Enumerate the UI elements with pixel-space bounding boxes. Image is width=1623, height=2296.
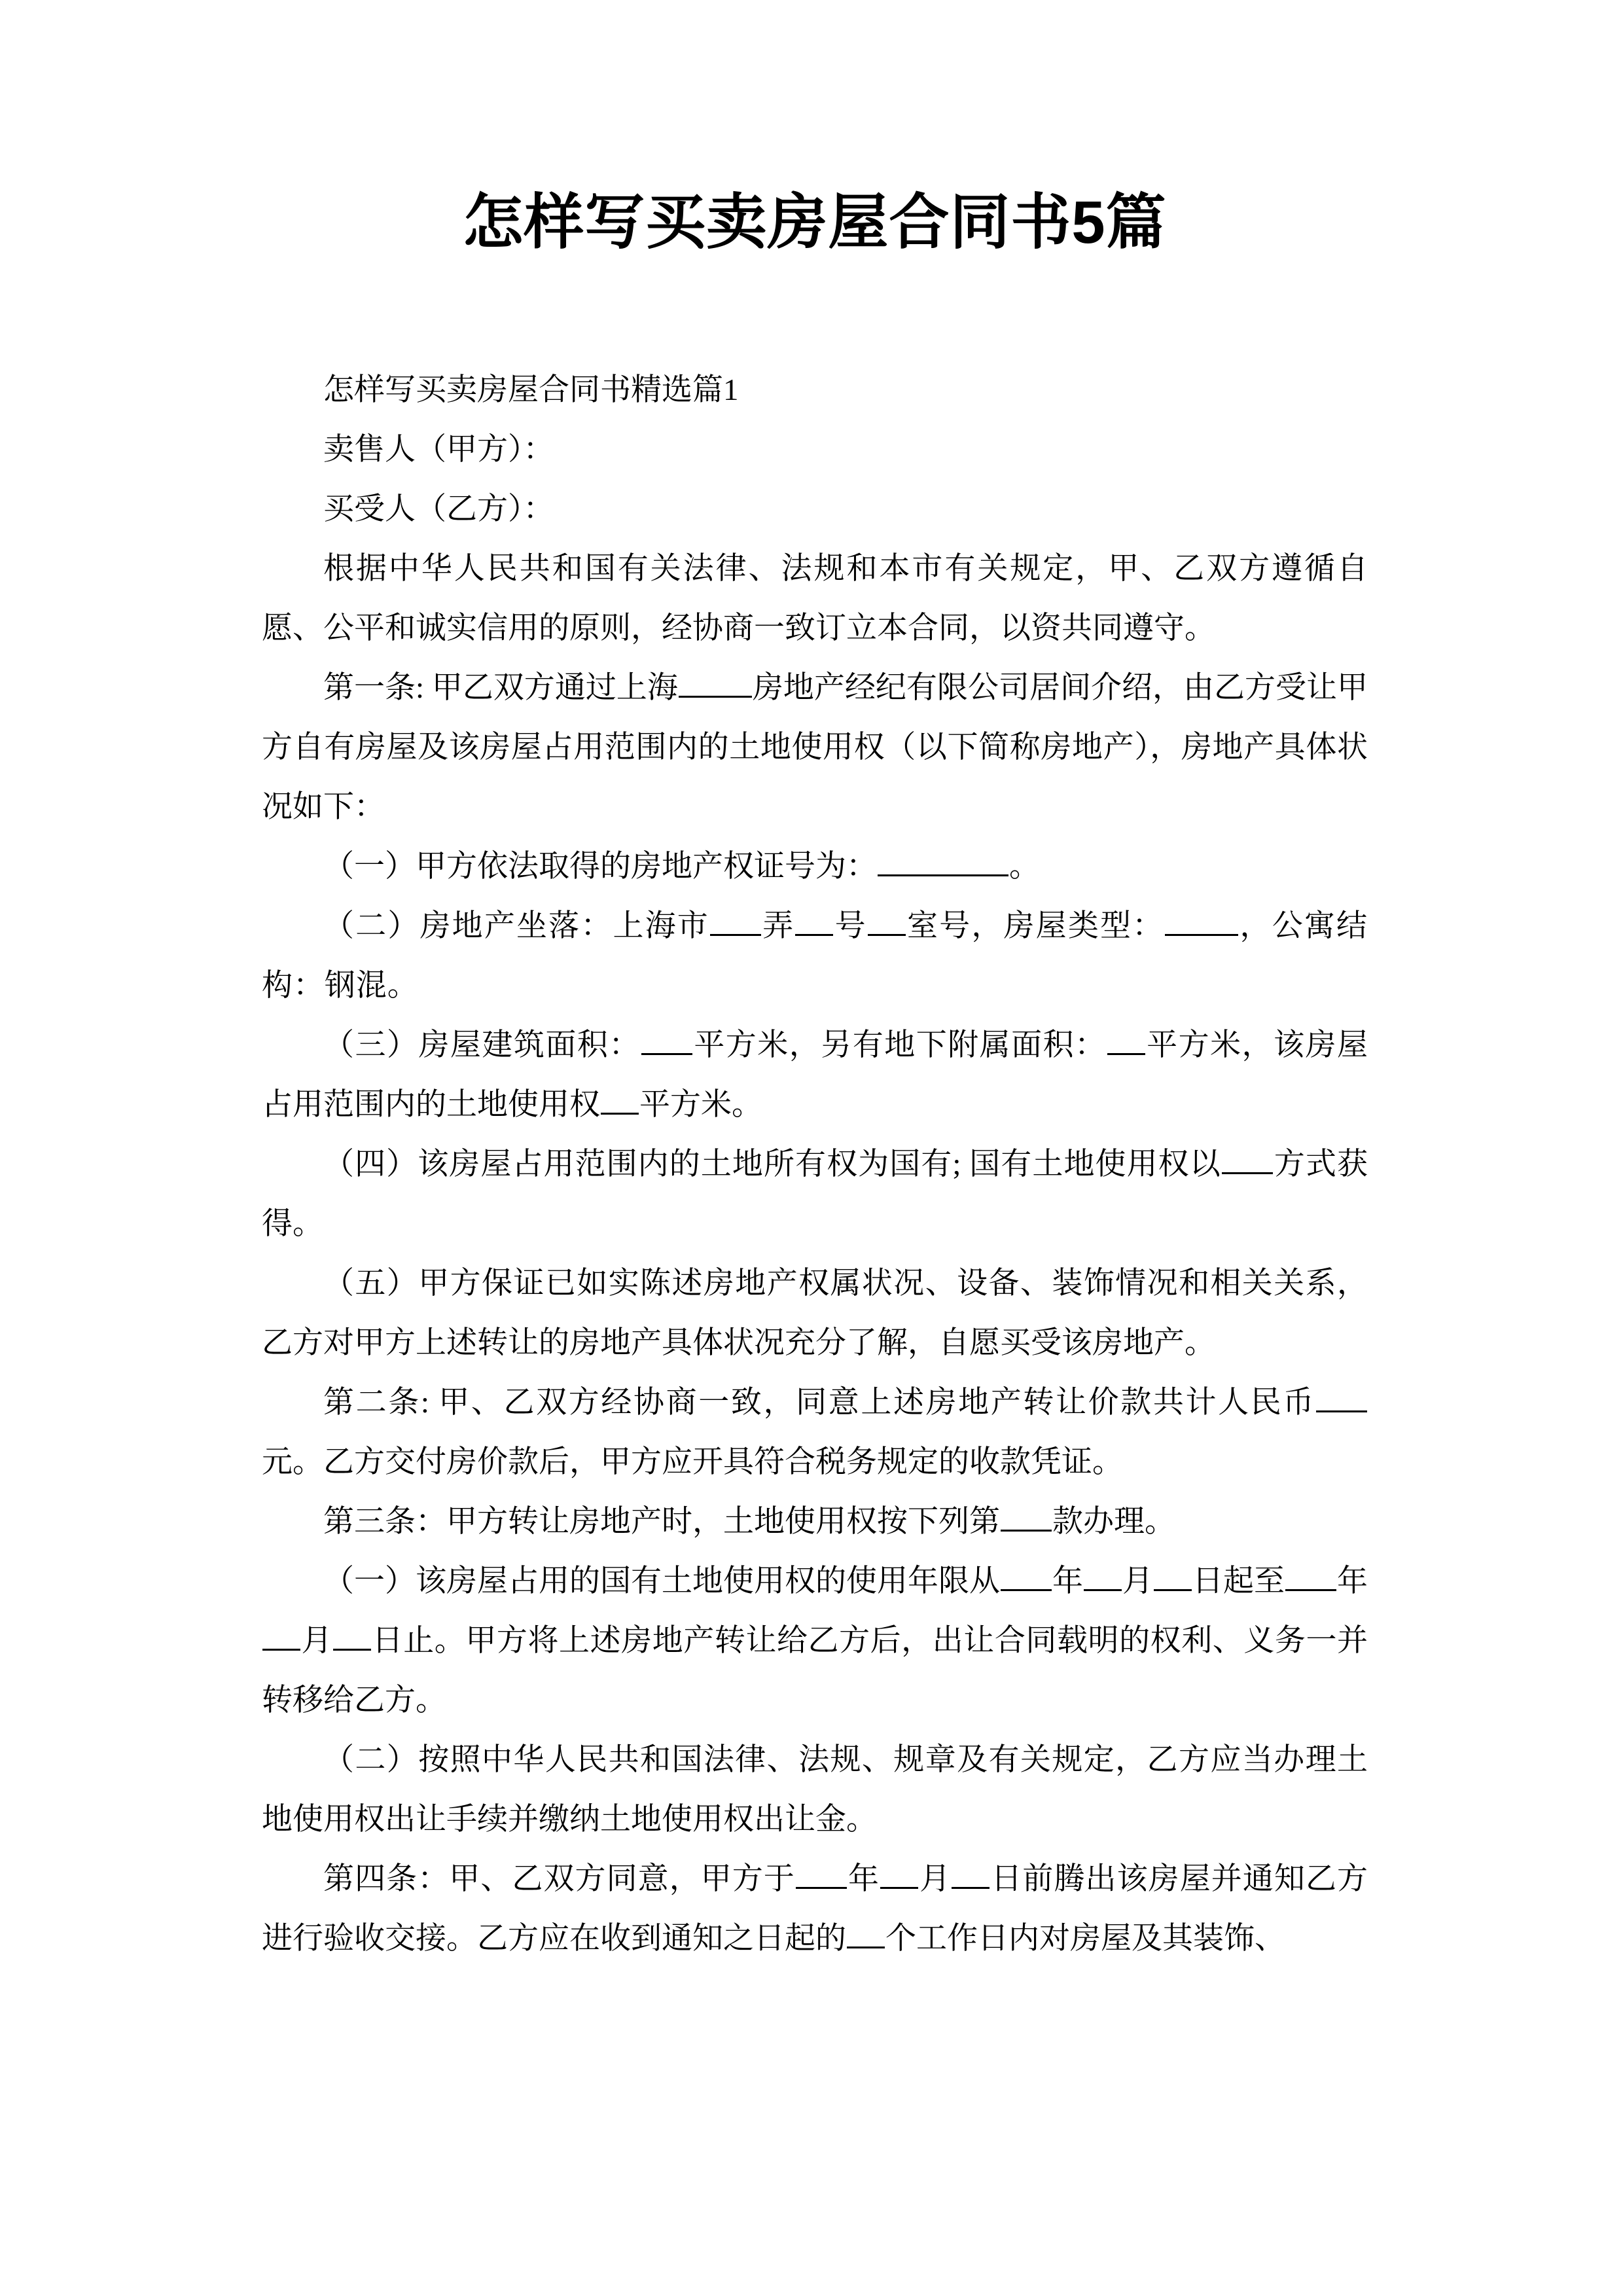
paragraph-text: 第二条: 甲、乙双方经协商一致，同意上述房地产转让价款共计人民币 xyxy=(323,1386,1315,1420)
paragraph-text: 根据中华人民共和国有关法律、法规和本市有关规定，甲、乙双方遵循自愿、公平和诚实信用的原则，经协商一致订立本合同，以资共同遵守。 xyxy=(262,552,1368,646)
page-title: 怎样写买卖房屋合同书5篇 xyxy=(463,189,1167,256)
paragraph-text: 第一条: 甲乙双方通过上海 xyxy=(323,671,678,706)
paragraph-article-4 xyxy=(262,1850,1368,1969)
fill-in-blank[interactable] xyxy=(1285,1561,1336,1591)
fill-in-blank[interactable] xyxy=(847,1918,885,1948)
paragraph-seller-line xyxy=(262,420,1368,480)
paragraph-text: 日起至 xyxy=(1192,1564,1285,1599)
paragraph-text: （二）按照中华人民共和国法律、法规、规章及有关规定，乙方应当办理土地使用权出让手续并缴纳土地使用权出让金。 xyxy=(262,1743,1368,1837)
paragraph-buyer-line xyxy=(262,480,1368,539)
fill-in-blank[interactable] xyxy=(1154,1561,1192,1591)
paragraph-text: 日止。甲方将上述房地产转让给乙方后，出让合同载明的权利、义务一并转移给乙方。 xyxy=(262,1624,1368,1718)
fill-in-blank[interactable] xyxy=(796,1859,847,1889)
paragraph-text: 房地产经纪有限公司居间介绍，由乙方受让甲方自有房屋及该房屋占用范围内的土地使用权（以下简称房地产），房地产具体状况如下： xyxy=(262,671,1368,825)
paragraph-article-3-item-2 xyxy=(262,1731,1368,1850)
paragraph-preamble xyxy=(262,539,1368,658)
paragraph-text: 年 xyxy=(1337,1564,1368,1599)
paragraph-article-1-item-3 xyxy=(262,1016,1368,1135)
paragraph-text: 室号，房屋类型： xyxy=(906,909,1165,944)
paragraph-text: 年 xyxy=(847,1862,880,1897)
paragraph-text: 第四条：甲、乙双方同意，甲方于 xyxy=(323,1862,795,1897)
paragraph-article-1-item-2 xyxy=(262,897,1368,1016)
fill-in-blank[interactable] xyxy=(641,1025,692,1055)
paragraph-text: 元。乙方交付房价款后，甲方应开具符合税务规定的收款凭证。 xyxy=(262,1445,1123,1480)
paragraph-text: 月 xyxy=(1122,1564,1153,1599)
fill-in-blank[interactable] xyxy=(1316,1382,1367,1412)
paragraph-text: （一）甲方依法取得的房地产权证号为： xyxy=(323,850,877,884)
fill-in-blank[interactable] xyxy=(1222,1144,1273,1174)
paragraph-text: （三）房屋建筑面积： xyxy=(323,1028,641,1063)
paragraph-text: （一）该房屋占用的国有土地使用权的使用年限从 xyxy=(323,1564,1000,1599)
fill-in-blank[interactable] xyxy=(601,1085,639,1115)
fill-in-blank[interactable] xyxy=(679,668,752,698)
paragraph-text: 款办理。 xyxy=(1052,1505,1175,1539)
fill-in-blank[interactable] xyxy=(262,1621,300,1651)
fill-in-blank[interactable] xyxy=(1001,1561,1052,1591)
paragraph-text: 买受人（乙方）： xyxy=(323,492,554,527)
paragraph-text: 个工作日内对房屋及其装饰、 xyxy=(885,1922,1285,1956)
paragraph-article-2 xyxy=(262,1373,1368,1492)
paragraph-text: 月 xyxy=(919,1862,952,1897)
paragraph-text: （四）该房屋占用范围内的土地所有权为国有; 国有土地使用权以 xyxy=(323,1147,1221,1182)
fill-in-blank[interactable] xyxy=(868,906,906,936)
paragraph-text: 平方米，该房屋占用范围内的土地使用权 xyxy=(262,1028,1368,1122)
paragraph-text: 年 xyxy=(1052,1564,1083,1599)
paragraph-text: 日前腾出该房屋并通知乙方进行验收交接。乙方应在收到通知之日起的 xyxy=(262,1862,1368,1956)
paragraph-article-1-item-5 xyxy=(262,1254,1368,1373)
fill-in-blank[interactable] xyxy=(795,906,833,936)
paragraph-heading-section xyxy=(262,361,1368,420)
fill-in-blank[interactable] xyxy=(1107,1025,1145,1055)
paragraph-text: 第三条：甲方转让房地产时，土地使用权按下列第 xyxy=(323,1505,1000,1539)
paragraph-article-3 xyxy=(262,1492,1368,1552)
paragraph-article-1 xyxy=(262,658,1368,837)
fill-in-blank[interactable] xyxy=(333,1621,371,1651)
paragraph-text: 卖售人（甲方）： xyxy=(323,433,554,467)
paragraph-text: 。 xyxy=(1009,850,1040,884)
paragraph-text: ，公寓结构：钢混。 xyxy=(262,909,1368,1003)
fill-in-blank[interactable] xyxy=(1165,906,1238,936)
fill-in-blank[interactable] xyxy=(710,906,761,936)
fill-in-blank[interactable] xyxy=(1084,1561,1122,1591)
fill-in-blank[interactable] xyxy=(880,1859,918,1889)
paragraph-text: 弄 xyxy=(761,909,795,944)
paragraph-text: 号 xyxy=(834,909,867,944)
paragraph-text: 月 xyxy=(301,1624,333,1659)
fill-in-blank[interactable] xyxy=(952,1859,990,1889)
paragraph-text: 怎样写买卖房屋合同书精选篇1 xyxy=(323,373,739,408)
paragraph-article-1-item-4 xyxy=(262,1135,1368,1254)
paragraph-text: （五）甲方保证已如实陈述房地产权属状况、设备、装饰情况和相关关系，乙方对甲方上述转让的房地产具体状况充分了解，自愿买受该房地产。 xyxy=(262,1266,1368,1361)
paragraph-text: 平方米。 xyxy=(639,1088,762,1122)
paragraph-article-1-item-1 xyxy=(262,837,1368,897)
paragraph-text: 方式获得。 xyxy=(262,1147,1368,1242)
document-paragraphs xyxy=(262,361,1368,1969)
paragraph-text: 平方米，另有地下附属面积： xyxy=(692,1028,1107,1063)
document-body xyxy=(262,0,1368,1969)
fill-in-blank[interactable] xyxy=(878,846,1008,876)
fill-in-blank[interactable] xyxy=(1001,1501,1052,1532)
paragraph-article-3-item-1 xyxy=(262,1552,1368,1731)
paragraph-text: （二）房地产坐落：上海市 xyxy=(323,909,709,944)
